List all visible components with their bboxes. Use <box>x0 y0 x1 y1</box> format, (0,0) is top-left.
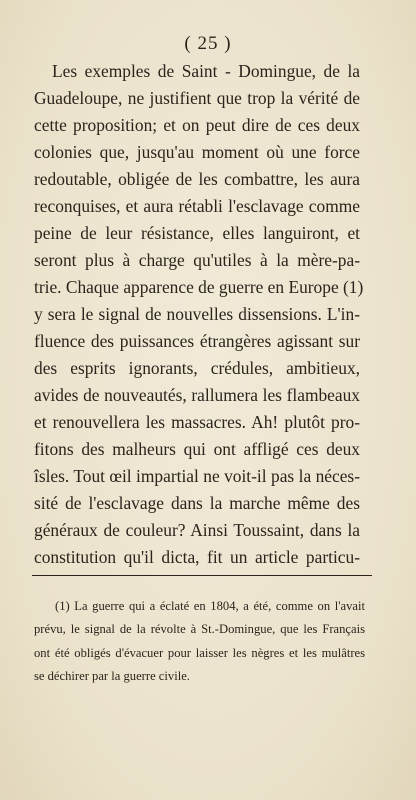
text-line: îsles. Tout œil impartial ne voit-il pas la néces- <box>34 466 360 486</box>
text-line: seront plus à charge qu'utiles à la mère-pa- <box>34 250 360 270</box>
text-line: redoutable, obligée de les combattre, les aura <box>34 169 360 189</box>
footnote-line: se déchirer par la guerre civile. <box>34 669 190 683</box>
text-line: peine de leur résistance, elles languiront, et <box>34 223 360 243</box>
text-line: trie. Chaque apparence de guerre en Europe (1) <box>34 277 364 297</box>
text-line: sité de l'esclavage dans la marche même des <box>34 493 360 513</box>
text-line: fluence des puissances étrangères agissant sur <box>34 331 360 351</box>
text-line: y sera le signal de nouvelles dissensions. L'in- <box>34 304 360 324</box>
footnote-line: (1) La guerre qui a éclaté en 1804, a été, comme on l'avait <box>55 599 365 613</box>
footnote-rule <box>32 575 372 576</box>
text-line: Les exemples de Saint - Domingue, de la <box>52 61 360 81</box>
text-line: des esprits ignorants, crédules, ambitieux, <box>34 358 360 378</box>
page-number: ( 25 ) <box>184 33 232 54</box>
text-line: fitons des malheurs qui ont affligé ces deux <box>34 439 360 459</box>
footnote-line: ont été obligés d'évacuer pour laisser les nègres et les mulâtres <box>34 646 365 660</box>
text-line: avides de nouveautés, rallumera les flambeaux <box>34 385 360 405</box>
text-line: colonies que, jusqu'au moment où une force <box>34 142 360 162</box>
text-line: reconquises, et aura rétabli l'esclavage comme <box>34 196 360 216</box>
text-line: généraux de couleur? Ainsi Toussaint, dans la <box>34 520 360 540</box>
footnote-line: prévu, le signal de la révolte à St.-Domingue, que les Français <box>34 622 365 636</box>
text-line: et renouvellera les massacres. Ah! plutôt pro- <box>34 412 360 432</box>
text-line: Guadeloupe, ne justifient que trop la vérité de <box>34 88 360 108</box>
text-line: constitution qu'il dicta, fit un article particu- <box>34 547 360 567</box>
text-line: cette proposition; et on peut dire de ces deux <box>34 115 360 135</box>
